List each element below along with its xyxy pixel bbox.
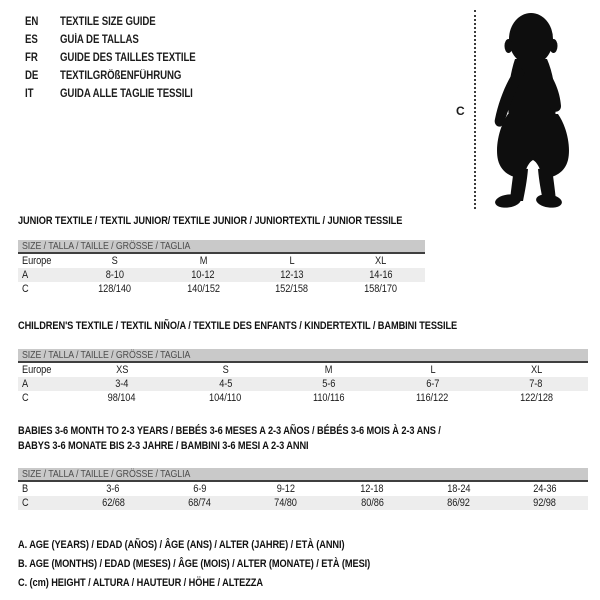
size-cell: M	[199, 255, 207, 267]
row-label: C	[22, 497, 29, 509]
age-cell: 4-5	[218, 378, 232, 390]
language-row-es	[25, 31, 222, 49]
language-code: ES	[25, 34, 38, 46]
months-cell: 24-36	[533, 483, 557, 495]
height-cell: 140/152	[186, 283, 220, 295]
row-label: A	[22, 269, 29, 281]
section-children-textile	[18, 320, 588, 405]
age-cell: 3-4	[115, 378, 129, 390]
height-cell: 80/86	[360, 497, 384, 509]
age-cell: 10-12	[191, 269, 215, 281]
age-cell: 7-8	[529, 378, 543, 390]
height-cell: 158/170	[364, 283, 398, 295]
size-cell: XL	[375, 255, 387, 267]
table-row-height	[18, 496, 588, 510]
size-cell: XS	[115, 364, 128, 376]
months-cell: 18-24	[446, 483, 471, 495]
language-title: GUÍA DE TALLAS	[60, 34, 139, 46]
language-row-it	[25, 85, 222, 103]
height-cell: 152/158	[275, 283, 309, 295]
height-measure-dotted-line	[474, 10, 476, 209]
months-cell: 9-12	[276, 483, 295, 495]
language-code: EN	[25, 16, 39, 28]
language-code: FR	[25, 52, 38, 64]
age-cell: 6-7	[426, 378, 440, 390]
section-junior-textile	[18, 215, 425, 296]
height-cell: 68/74	[188, 497, 211, 509]
height-cell: 104/110	[209, 392, 242, 404]
table-row-months	[18, 482, 588, 496]
table-row-height	[18, 282, 425, 296]
legend-line-a: A. AGE (YEARS) / EDAD (AÑOS) / ÂGE (ANS) / ALTER (JAHRE) / ETÀ (ANNI)	[18, 539, 345, 551]
language-code: IT	[25, 88, 34, 100]
language-title: GUIDA ALLE TAGLIE TESSILI	[60, 88, 193, 100]
row-label: C	[22, 283, 29, 295]
language-code: DE	[25, 70, 39, 82]
age-cell: 12-13	[280, 269, 304, 281]
size-header-bar: SIZE / TALLA / TAILLE / GRÖSSE / TAGLIA	[18, 468, 588, 482]
months-cell: 6-9	[192, 483, 207, 495]
age-cell: 14-16	[369, 269, 393, 281]
height-cell: 116/122	[416, 392, 449, 404]
size-cell: XL	[530, 364, 542, 376]
language-row-en	[25, 13, 222, 31]
section-title: CHILDREN'S TEXTILE / TEXTIL NIÑO/A / TEXTILE DES ENFANTS / KINDERTEXTIL / BAMBINI TESSILE	[18, 320, 458, 332]
row-label: A	[22, 378, 29, 390]
language-list	[25, 13, 222, 103]
section-title-line1: BABIES 3-6 MONTH TO 2-3 YEARS / BEBÉS 3-6 MESES A 2-3 AÑOS / BÉBÉS 3-6 MOIS À 2-3 ANS /	[18, 425, 441, 437]
height-cell: 74/80	[274, 497, 298, 509]
measurement-legend	[18, 536, 437, 593]
months-cell: 12-18	[360, 483, 384, 495]
size-cell: M	[325, 364, 333, 376]
height-cell: 128/140	[97, 283, 131, 295]
age-cell: 5-6	[322, 378, 336, 390]
row-label: Europe	[22, 364, 52, 376]
height-measure-label: C	[456, 104, 465, 118]
section-title-line2: BABYS 3-6 MONATE BIS 2-3 JAHRE / BAMBINI 3-6 MESI A 2-3 ANNI	[18, 440, 309, 452]
height-cell: 122/128	[519, 392, 553, 404]
height-cell: 92/98	[533, 497, 557, 509]
size-header-bar: SIZE / TALLA / TAILLE / GRÖSSE / TAGLIA	[18, 240, 425, 254]
table-row-age	[18, 377, 588, 391]
height-cell: 98/104	[107, 392, 136, 404]
table-row-age	[18, 268, 425, 282]
table-row-europe	[18, 363, 588, 377]
row-label: C	[22, 392, 29, 404]
height-cell: 86/92	[447, 497, 470, 509]
size-header-bar: SIZE / TALLA / TAILLE / GRÖSSE / TAGLIA	[18, 349, 588, 363]
language-row-fr	[25, 49, 222, 67]
language-title: TEXTILE SIZE GUIDE	[60, 16, 156, 28]
age-cell: 8-10	[105, 269, 124, 281]
size-cell: S	[111, 255, 118, 267]
months-cell: 3-6	[106, 483, 120, 495]
height-cell: 62/68	[101, 497, 125, 509]
baby-silhouette-image	[481, 9, 585, 210]
legend-line-c: C. (cm) HEIGHT / ALTURA / HAUTEUR / HÖHE / ALTEZZA	[18, 577, 263, 589]
table-row-europe	[18, 254, 425, 268]
legend-line-b: B. AGE (MONTHS) / EDAD (MESES) / ÂGE (MOIS) / ALTER (MONATE) / ETÀ (MESI)	[18, 558, 371, 570]
section-babies-textile	[18, 424, 588, 510]
size-cell: L	[430, 364, 436, 376]
size-cell: L	[289, 255, 295, 267]
size-cell: S	[222, 364, 229, 376]
row-label: B	[22, 483, 29, 495]
table-row-height	[18, 391, 588, 405]
section-title: JUNIOR TEXTILE / TEXTIL JUNIOR/ TEXTILE JUNIOR / JUNIORTEXTIL / JUNIOR TESSILE	[18, 215, 403, 227]
language-title: GUIDE DES TAILLES TEXTILE	[60, 52, 196, 64]
language-title: TEXTILGRÖßENFÜHRUNG	[60, 70, 182, 82]
row-label: Europe	[22, 255, 52, 267]
height-cell: 110/116	[313, 392, 345, 404]
language-row-de	[25, 67, 222, 85]
